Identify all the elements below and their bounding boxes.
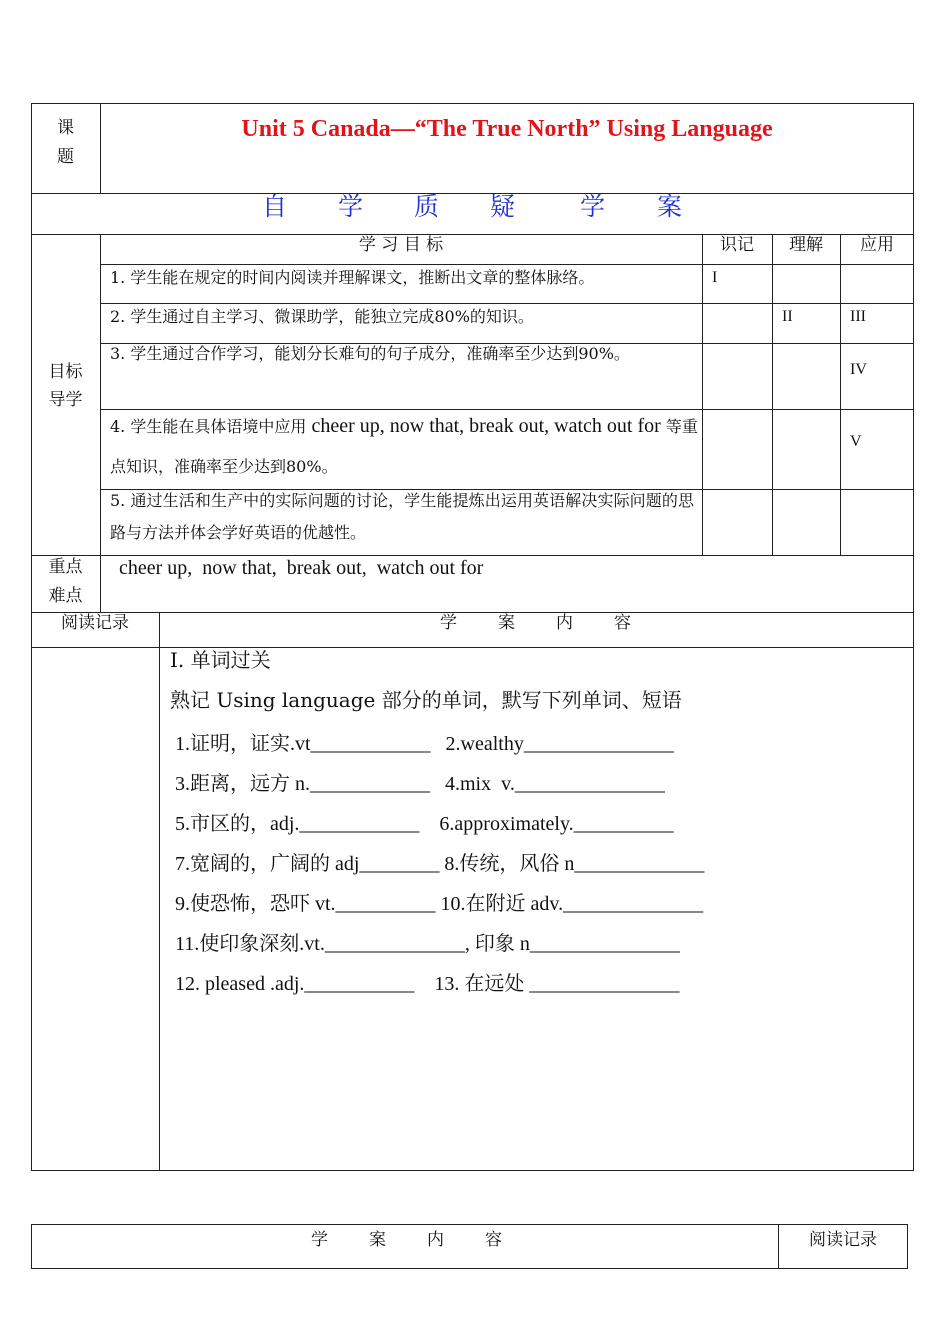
vocab-line: 3.距离，远方 n.____________ 4.mix v._______________ <box>170 773 665 795</box>
goals-header-objective: 学 习 目 标 <box>358 235 444 255</box>
goal-2-apply: III <box>850 308 866 325</box>
key-points-label: 重点 难点 <box>48 557 83 606</box>
key-points-text: cheer up, now that, break out, watch out for <box>119 557 484 579</box>
vocab-line: 12. pleased .adj.___________ 13. 在远处 _______________ <box>170 973 680 995</box>
lesson-title: Unit 5 Canada—“The True North” Using Language <box>241 116 773 142</box>
goal-3-text: 3. 学生通过合作学习，能划分长难句的句子成分，准确率至少达到90%。 <box>110 344 630 363</box>
vocab-line: 7.宽阔的，广阔的 adj________ 8.传统，风俗 n_____________ <box>170 853 705 875</box>
bottom-reading-record-label: 阅读记录 <box>809 1230 877 1250</box>
goal-3-apply: IV <box>850 361 867 378</box>
goals-label: 目标 导学 <box>48 362 83 410</box>
banner-title: 自 学 质 疑 学 案 <box>262 192 685 221</box>
vocab-line: 9.使恐怖，恐吓 vt.__________ 10.在附近 adv.______________ <box>170 893 704 915</box>
goal-4-text: 4. 学生能在具体语境中应用 cheer up, now that, break out, watch out for 等重点知识，准确率至少达到80%。 <box>110 415 698 476</box>
content-header: 学 案 内 容 <box>440 613 631 633</box>
goals-header-understand: 理解 <box>789 235 823 255</box>
rule-content-header <box>31 647 914 648</box>
goal-1-recall: I <box>712 269 718 286</box>
rule-apply-col <box>840 234 841 555</box>
bottom-content-header: 学 案 内 容 <box>311 1230 502 1250</box>
reading-record-label: 阅读记录 <box>61 613 129 633</box>
rule-left-col-mid <box>100 234 101 612</box>
rule-record-col <box>159 612 160 1171</box>
lesson-label: 课 题 <box>57 118 74 167</box>
goal-2-understand: II <box>782 308 793 325</box>
rule-recall-col <box>702 234 703 555</box>
goals-header-recall: 识记 <box>720 235 754 255</box>
goals-header-apply: 应用 <box>860 235 894 255</box>
section-1-title: I. 单词过关 <box>170 648 271 672</box>
goal-5-text: 5. 通过生活和生产中的实际问题的讨论，学生能提炼出运用英语解决实际问题的思路与方法并体会学好英语的优越性。 <box>110 491 694 542</box>
vocab-line: 11.使印象深刻.vt.______________, 印象 n_______________ <box>170 933 680 955</box>
goal-4-apply: V <box>850 433 862 450</box>
goal-1-text: 1. 学生能在规定的时间内阅读并理解课文，推断出文章的整体脉络。 <box>110 268 595 287</box>
vocab-line: 5.市区的，adj.____________ 6.approximately.__________ <box>170 813 674 835</box>
goal-2-text: 2. 学生通过自主学习、微课助学，能独立完成80%的知识。 <box>110 307 534 326</box>
section-1-instruction: 熟记 Using language 部分的单词，默写下列单词、短语 <box>170 688 682 712</box>
rule-understand-col <box>772 234 773 555</box>
vocab-line: 1.证明，证实.vt____________ 2.wealthy_______________ <box>170 733 674 755</box>
